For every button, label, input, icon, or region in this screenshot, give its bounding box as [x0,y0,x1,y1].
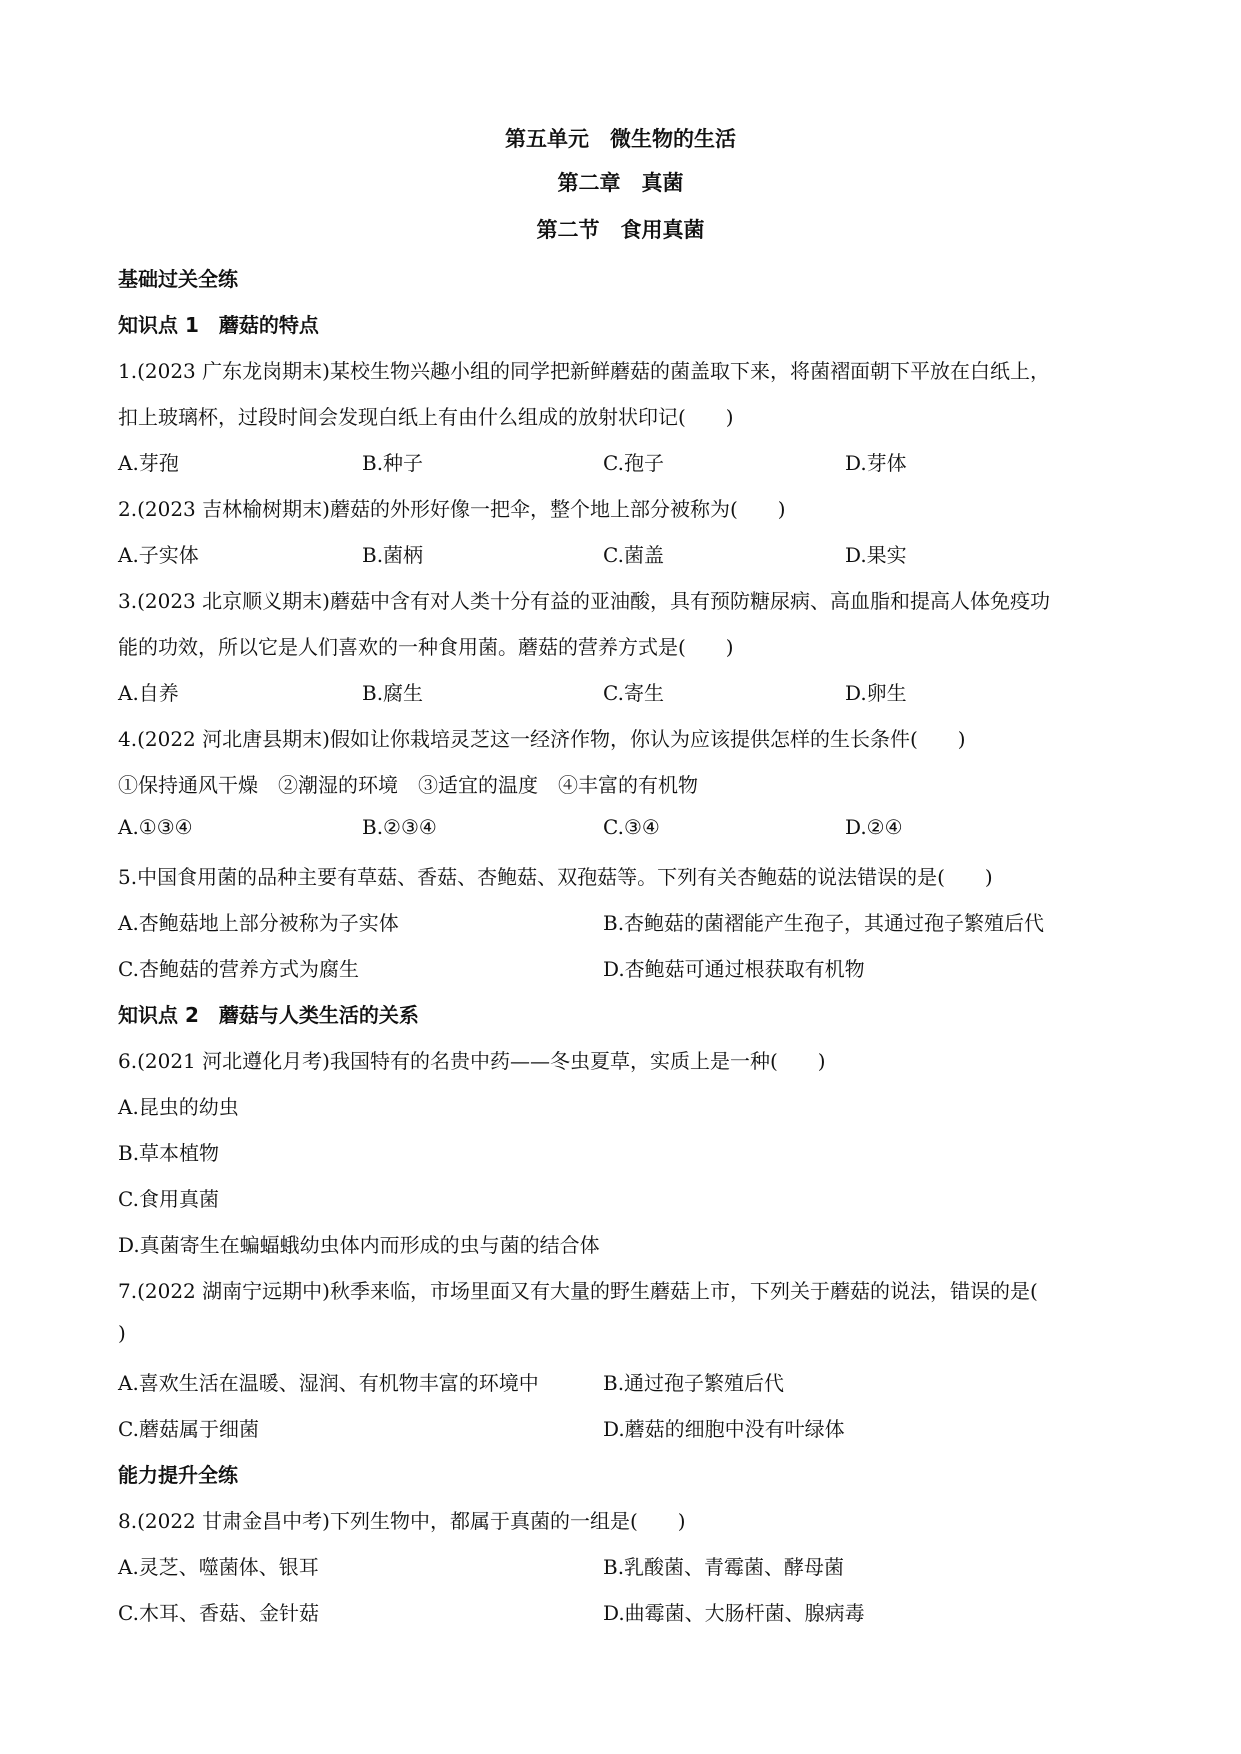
question-2-option-a: A.子实体 [118,543,199,567]
question-3-option-b: B.腐生 [362,681,424,705]
question-6-option-d: D.真菌寄生在蝙蝠蛾幼虫体内而形成的虫与菌的结合体 [118,1233,600,1257]
question-1-option-d: D.芽体 [845,451,907,475]
question-6-option-b: B.草本植物 [118,1141,220,1165]
question-5-option-a: A.杏鲍菇地上部分被称为子实体 [118,911,399,935]
question-3-option-c: C.寄生 [603,681,664,705]
question-5-option-c: C.杏鲍菇的营养方式为腐生 [118,957,359,981]
question-2-option-c: C.菌盖 [603,543,664,567]
question-4-line-2: ①保持通风干燥 ②潮湿的环境 ③适宜的温度 ④丰富的有机物 [118,773,698,797]
question-4-option-d: D.②④ [845,815,903,839]
question-8-option-b: B.乳酸菌、青霉菌、酵母菌 [603,1555,845,1579]
question-3-line-1: 3.(2023 北京顺义期末)蘑菇中含有对人类十分有益的亚油酸，具有预防糖尿病、高血脂和提高人体免疫功 [118,589,1050,613]
question-8-option-c: C.木耳、香菇、金针菇 [118,1601,319,1625]
question-3-option-a: A.自养 [118,681,179,705]
question-1-option-a: A.芽孢 [118,451,179,475]
question-6-option-a: A.昆虫的幼虫 [118,1095,239,1119]
question-4-option-a: A.①③④ [118,815,193,839]
question-8-line-1: 8.(2022 甘肃金昌中考)下列生物中，都属于真菌的一组是( ) [118,1509,686,1533]
advanced-practice-heading: 能力提升全练 [118,1463,238,1487]
chapter-title: 第二章 真菌 [557,171,684,195]
knowledge-point-2-heading: 知识点 2 蘑菇与人类生活的关系 [118,1003,419,1027]
question-6-line-1: 6.(2021 河北遵化月考)我国特有的名贵中药——冬虫夏草，实质上是一种( ) [118,1049,826,1073]
question-7-option-c: C.蘑菇属于细菌 [118,1417,259,1441]
question-4-line-1: 4.(2022 河北唐县期末)假如让你栽培灵芝这一经济作物，你认为应该提供怎样的生长条件( ) [118,727,966,751]
knowledge-point-1-heading: 知识点 1 蘑菇的特点 [118,313,319,337]
question-3-option-d: D.卵生 [845,681,907,705]
question-2-option-d: D.果实 [845,543,907,567]
question-3-line-2: 能的功效，所以它是人们喜欢的一种食用菌。蘑菇的营养方式是( ) [118,635,734,659]
question-7-line-2: ) [118,1321,126,1345]
basic-practice-heading: 基础过关全练 [118,267,238,291]
question-5-option-b: B.杏鲍菇的菌褶能产生孢子，其通过孢子繁殖后代 [603,911,1045,935]
question-2-option-b: B.菌柄 [362,543,424,567]
question-1-line-2: 扣上玻璃杯，过段时间会发现白纸上有由什么组成的放射状印记( ) [118,405,734,429]
question-1-line-1: 1.(2023 广东龙岗期末)某校生物兴趣小组的同学把新鲜蘑菇的菌盖取下来，将菌褶面朝下平放在白纸上， [118,359,1050,383]
question-7-option-b: B.通过孢子繁殖后代 [603,1371,785,1395]
question-2-line-1: 2.(2023 吉林榆树期末)蘑菇的外形好像一把伞，整个地上部分被称为( ) [118,497,786,521]
question-8-option-a: A.灵芝、噬菌体、银耳 [118,1555,319,1579]
question-4-option-c: C.③④ [603,815,660,839]
question-6-option-c: C.食用真菌 [118,1187,219,1211]
section-title: 第二节 食用真菌 [536,218,705,242]
question-8-option-d: D.曲霉菌、大肠杆菌、腺病毒 [603,1601,865,1625]
question-7-line-1: 7.(2022 湖南宁远期中)秋季来临，市场里面又有大量的野生蘑菇上市，下列关于蘑菇的说法，错误的是( [118,1279,1038,1303]
unit-title: 第五单元 微生物的生活 [505,127,736,151]
question-7-option-d: D.蘑菇的细胞中没有叶绿体 [603,1417,845,1441]
question-4-option-b: B.②③④ [362,815,437,839]
question-1-option-b: B.种子 [362,451,424,475]
question-5-line-1: 5.中国食用菌的品种主要有草菇、香菇、杏鲍菇、双孢菇等。下列有关杏鲍菇的说法错误的是( ) [118,865,993,889]
question-1-option-c: C.孢子 [603,451,664,475]
question-5-option-d: D.杏鲍菇可通过根获取有机物 [603,957,865,981]
question-7-option-a: A.喜欢生活在温暖、湿润、有机物丰富的环境中 [118,1371,539,1395]
